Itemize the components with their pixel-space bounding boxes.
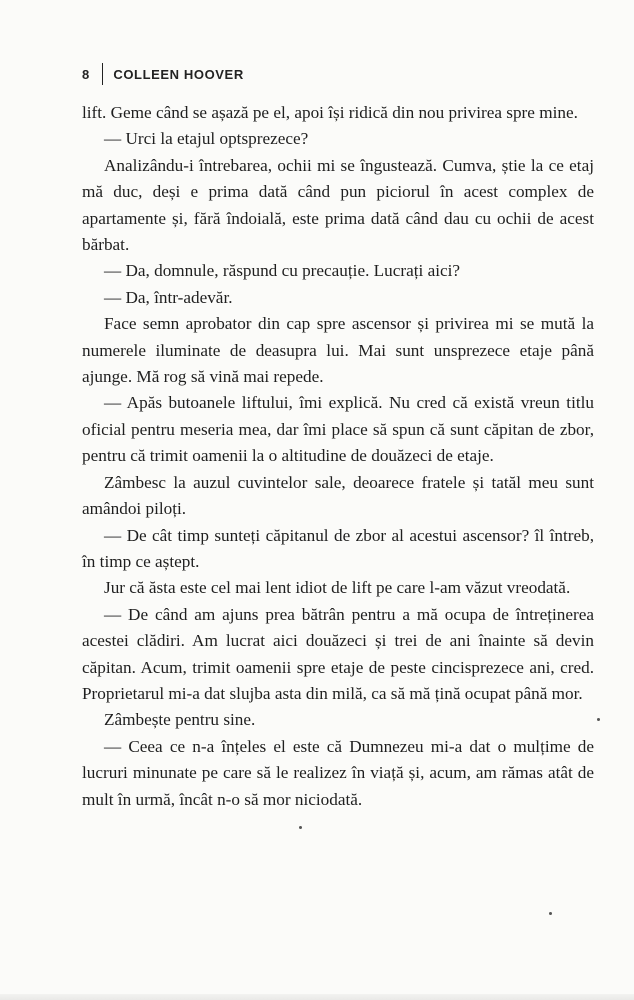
- scan-speck: [549, 912, 552, 915]
- running-header: [82, 62, 244, 86]
- paragraph: lift. Geme când se așază pe el, apoi își ridică din nou privirea spre mine.: [82, 103, 578, 122]
- paragraph: — Da, într-adevăr.: [104, 287, 233, 307]
- page-bottom-edge: [0, 994, 634, 1000]
- scan-speck: [597, 718, 600, 721]
- author-name: COLLEEN HOOVER: [113, 66, 244, 82]
- page-body: [82, 100, 594, 813]
- header-divider: [102, 63, 104, 85]
- page-number: 8: [82, 66, 90, 82]
- paragraph: Zâmbește pentru sine.: [104, 710, 256, 730]
- paragraph: — De când am ajuns prea bătrân pentru a mă ocupa de întreținerea acestei clădiri. Am lucrat aici douăzeci și trei de ani înainte să devin căpitan. Acum, trimit oamenii spre etaje de peste cincisprezece ani, cred. Proprietarul mi-a dat slujba asta din milă, ca să mă țină ocupat până mor.: [82, 604, 594, 703]
- paragraph: — De cât timp sunteți căpitanul de zbor al acestui ascensor? îl întreb, în timp ce aștept.: [82, 525, 594, 571]
- paragraph: — Da, domnule, răspund cu precauție. Lucrați aici?: [104, 261, 461, 281]
- paragraph: Zâmbesc la auzul cuvintelor sale, deoarece fratele și tatăl meu sunt amândoi piloți.: [82, 472, 594, 519]
- paragraph: Face semn aprobator din cap spre ascensor și privirea mi se mută la numerele iluminate de deasupra lui. Mai sunt unsprezece etaje până ajunge. Mă rog să vină mai repede.: [82, 314, 594, 387]
- scan-speck: [299, 826, 302, 829]
- paragraph: Analizându-i întrebarea, ochii mi se îngustează. Cumva, știe la ce etaj mă duc, deși e prima dată când pun piciorul în acest complex de apartamente și, fără îndoială, este prima dată când dau cu ochii de acest bărbat.: [82, 155, 594, 255]
- paragraph: Jur că ăsta este cel mai lent idiot de lift pe care l-am văzut vreodată.: [104, 578, 571, 598]
- paragraph: — Apăs butoanele liftului, îmi explică. Nu cred că există vreun titlu oficial pentru meseria mea, dar îmi place să spun că sunt căpitan de zbor, pentru că trimit oamenii la o altitudine de douăzeci de etaje.: [82, 393, 594, 466]
- paragraph: — Urci la etajul optsprezece?: [104, 129, 309, 149]
- paragraph: — Ceea ce n-a înțeles el este că Dumnezeu mi-a dat o mulțime de lucruri minunate pe care să le realizez în viață și, acum, am rămas atât de mult în urmă, încât n-o să mor niciodată.: [82, 736, 594, 809]
